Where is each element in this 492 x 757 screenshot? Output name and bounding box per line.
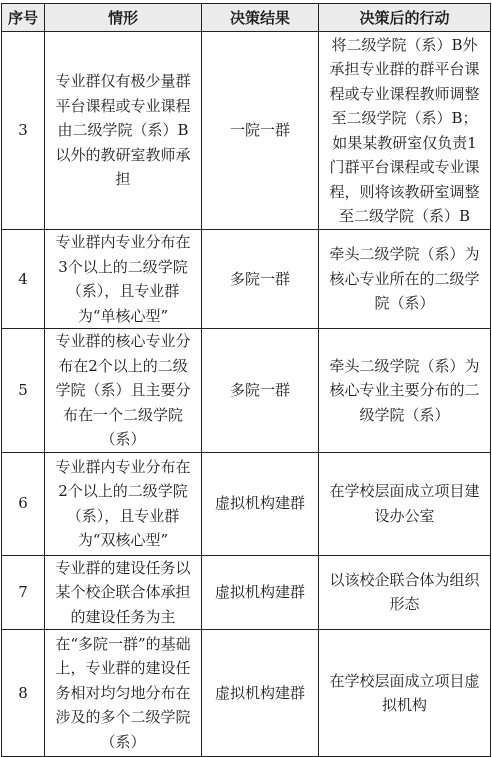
table-row bbox=[2, 230, 491, 329]
table-row bbox=[2, 329, 491, 453]
row-result: 虚拟机构建群 bbox=[202, 555, 319, 630]
row-action: 以该校企联合体为组织形态 bbox=[319, 555, 491, 630]
row-situation: 专业群的核心专业分布在2个以上的二级学院（系）且主要分布在一个二级学院（系） bbox=[45, 329, 202, 453]
row-number: 6 bbox=[2, 452, 45, 555]
row-action: 在学校层面成立项目虚拟机构 bbox=[319, 630, 491, 757]
table-row bbox=[2, 32, 491, 230]
row-action: 将二级学院（系）B外承担专业群的群平台课程或专业课程教师调整至二级学院（系）B；如果某教研室仅负责1门群平台课程或专业课程，则将该教研室调整至二级学院（系）B bbox=[319, 32, 491, 230]
row-result: 虚拟机构建群 bbox=[202, 630, 319, 757]
row-number: 5 bbox=[2, 329, 45, 453]
decision-table bbox=[1, 3, 491, 757]
header-cell-result: 决策结果 bbox=[202, 4, 319, 32]
row-result: 多院一群 bbox=[202, 329, 319, 453]
row-situation: 专业群仅有极少量群平台课程或专业课程由二级学院（系）B以外的教研室教师承担 bbox=[45, 32, 202, 230]
row-result: 多院一群 bbox=[202, 230, 319, 329]
header-cell-number: 序号 bbox=[2, 4, 45, 32]
header-cell-action: 决策后的行动 bbox=[319, 4, 491, 32]
table-row bbox=[2, 452, 491, 555]
row-action: 牵头二级学院（系）为核心专业所在的二级学院（系） bbox=[319, 230, 491, 329]
table-header-row bbox=[2, 4, 491, 32]
row-number: 4 bbox=[2, 230, 45, 329]
row-situation: 专业群的建设任务以某个校企联合体承担的建设任务为主 bbox=[45, 555, 202, 630]
row-situation: 在“多院一群”的基础上，专业群的建设任务相对均匀地分布在涉及的多个二级学院（系） bbox=[45, 630, 202, 757]
row-number: 3 bbox=[2, 32, 45, 230]
table-row bbox=[2, 555, 491, 630]
row-situation: 专业群内专业分布在2个以上的二级学院（系），且专业群为“双核心型” bbox=[45, 452, 202, 555]
row-result: 一院一群 bbox=[202, 32, 319, 230]
row-number: 7 bbox=[2, 555, 45, 630]
row-situation: 专业群内专业分布在3个以上的二级学院（系），且专业群为“单核心型” bbox=[45, 230, 202, 329]
row-action: 牵头二级学院（系）为核心专业主要分布的二级学院（系） bbox=[319, 329, 491, 453]
row-result: 虚拟机构建群 bbox=[202, 452, 319, 555]
row-action: 在学校层面成立项目建设办公室 bbox=[319, 452, 491, 555]
header-cell-situation: 情形 bbox=[45, 4, 202, 32]
row-number: 8 bbox=[2, 630, 45, 757]
table-row bbox=[2, 630, 491, 757]
